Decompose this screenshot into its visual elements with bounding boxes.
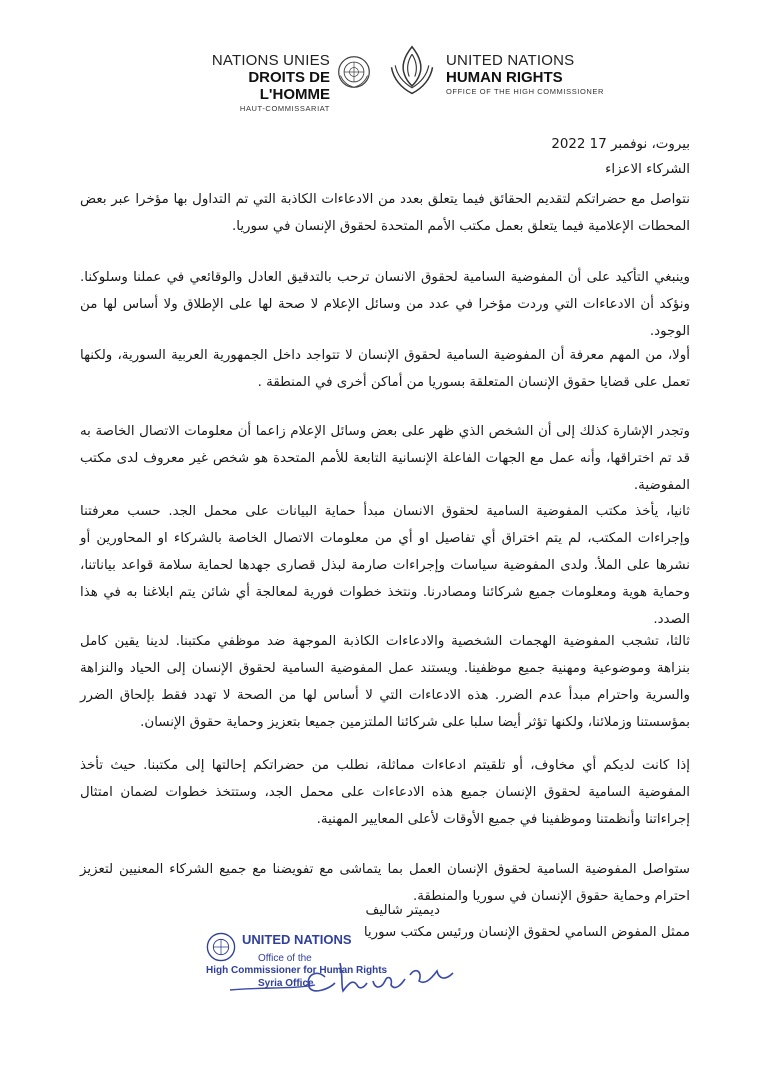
letter-paragraph: أولا، من المهم معرفة أن المفوضية السامية لحقوق الإنسان لا تتواجد داخل الجمهورية العربية السورية، ولكنها تعمل على قضايا حقوق الإنسان المتعلقة بسوريا من أماكن أخرى في المنطقة .: [80, 348, 690, 390]
un-emblem-icon: [336, 54, 372, 90]
human-rights-flame-icon: [384, 42, 440, 100]
letter-paragraph: نتواصل مع حضراتكم لتقديم الحقائق فيما يتعلق بعدد من الادعاءات الكاذبة التي تم التداول بها مؤخرا عبر بعض المحطات الإعلامية فيما يتعلق بعمل مكتب الأمم المتحدة لحقوق الإنسان في سوريا.: [80, 192, 690, 234]
handwritten-signature: [225, 955, 475, 1000]
fr-org-name: NATIONS UNIES: [211, 52, 330, 69]
en-org-name: UNITED NATIONS: [446, 52, 575, 69]
letterhead-english: [446, 52, 616, 98]
letter-paragraph: ثالثا، تشجب المفوضية الهجمات الشخصية والادعاءات الكاذبة الموجهة ضد موظفي مكتبنا. لدينا يقين كامل بنزاهة وموضوعية ومهنية جميع موظفينا. ويستند عمل المفوضية السامية لحقوق الإنسان إلى الحياد والنزاهة والسرية واحترام مبدأ عدم الضرر. هذه الادعاءات التي لا أساس لها من الصحة لا تهدد فقط بإلحاق الضرر بمؤسستنا وزملائنا، ولكنها تؤثر أيضا سلبا على شركائنا الملتزمين جميعا بتعزيز وحماية حقوق الإنسان.: [80, 634, 690, 730]
en-org-title: HUMAN RIGHTS: [446, 69, 563, 86]
letter-paragraph: إذا كانت لديكم أي مخاوف، أو تلقيتم ادعاءات مماثلة، نطلب من حضراتكم إحالتها إلى مكتبنا. حيث تأخذ المفوضية السامية لحقوق الإنسان جميع هذه الادعاءات على محمل الجد، وستتخذ خطوات لضمان امتثال إجراءاتنا وأنظمتنا وموظفينا في جميع الأوقات لأعلى المعايير المهنية.: [80, 758, 690, 827]
signer-name: ديميتر شاليف: [365, 903, 440, 918]
letter-paragraph: ستواصل المفوضية السامية لحقوق الإنسان العمل بما يتماشى مع تفويضنا مع جميع الشركاء المعنيين لتعزيز احترام وحماية حقوق الإنسان في سوريا والمنطقة.: [80, 862, 690, 904]
letter-paragraph: وتجدر الإشارة كذلك إلى أن الشخص الذي ظهر على بعض وسائل الإعلام زاعما أن معلومات الاتصال الخاصة به قد تم اختراقها، وأنه عمل مع الجهات الفاعلة الإنسانية التابعة للأمم المتحدة هو شخص غير معروف لدى مكتب المفوضية.: [80, 424, 690, 493]
stamp-org-name: UNITED NATIONS: [242, 932, 352, 947]
letterhead: [0, 40, 770, 113]
stamp-location-line: Syria Office: [258, 978, 314, 989]
fr-org-subtitle: HAUT-COMMISSARIAT: [239, 104, 330, 113]
stamp-office-line: Office of the: [258, 953, 312, 964]
letter-paragraph: ثانيا، يأخذ مكتب المفوضية السامية لحقوق الانسان مبدأ حماية البيانات على محمل الجد. حسب معرفتنا وإجراءات المكتب، لم يتم اختراق أي تفاصيل او أي من معلومات الاتصال الخاصة بالشركاء او المحاورين أو نشرها على الملأ. ولدى المفوضية سياسات وإجراءات صارمة لبذل قصارى جهدها لحماية سلامة قواعد بياناتنا، وحماية هوية ومعلومات جميع شركائنا ومصادرنا. ونتخذ خطوات فورية لمعالجة أي شائن يتم ابلاغنا به في هذا الصدد.: [80, 504, 690, 627]
fr-org-title: DROITS DE L'HOMME: [248, 69, 330, 103]
letter-paragraph: وينبغي التأكيد على أن المفوضية السامية لحقوق الانسان ترحب بالتدقيق العادل والوقائعي في عملنا وسلوكنا. ونؤكد أن الادعاءات التي وردت مؤخرا في عدد من وسائل الإعلام لا صحة لها على الإطلاق ولا أساس لها من الوجود.: [80, 270, 690, 339]
letter-greeting: الشركاء الاعزاء: [605, 162, 690, 177]
letterhead-french: [190, 52, 330, 115]
signer-title: ممثل المفوض السامي لحقوق الإنسان ورئيس مكتب سوريا: [363, 925, 690, 940]
letter-date: بيروت، نوفمبر 17 2022: [551, 137, 690, 152]
stamp-commissioner-line: High Commissioner for Human Rights: [206, 965, 388, 976]
en-org-subtitle: OFFICE OF THE HIGH COMMISSIONER: [446, 87, 605, 96]
